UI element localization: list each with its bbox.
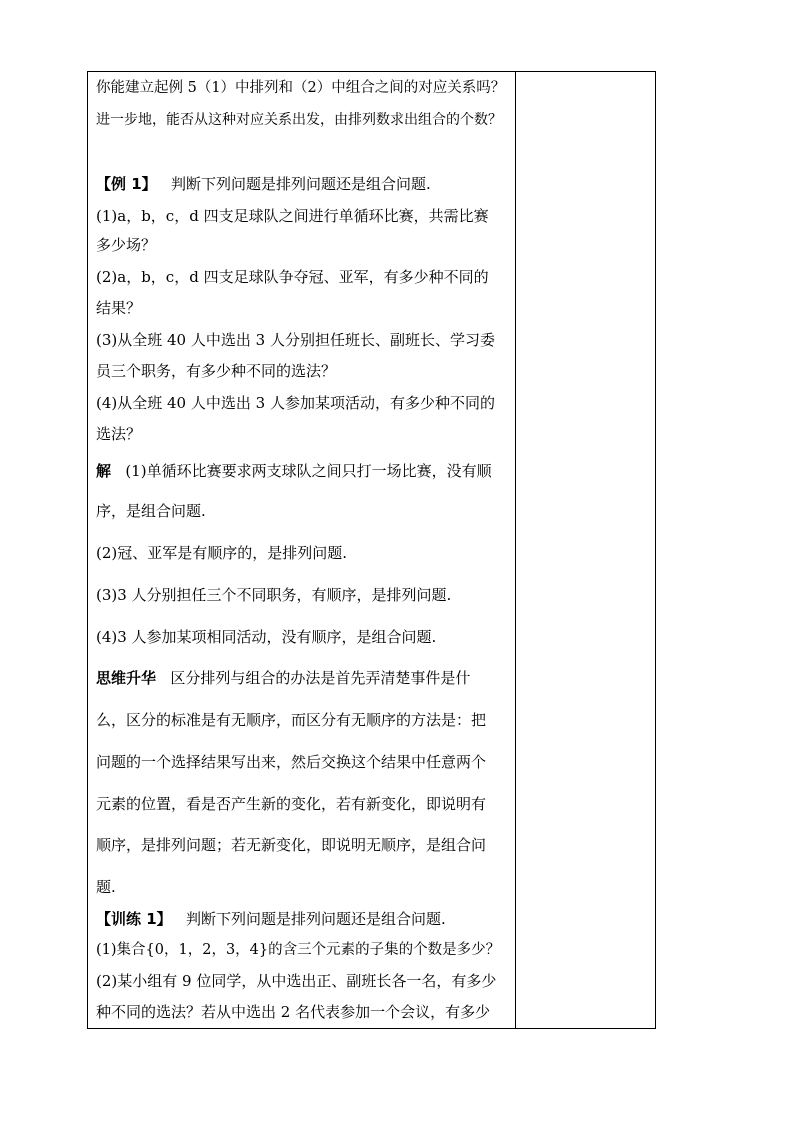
thinking-line-4: 元素的位置，看是否产生新的变化，若有新变化，即说明有 <box>96 795 487 813</box>
content-table <box>87 71 656 1029</box>
training-1-q2-line-1: (2)某小组有 9 位同学，从中选出正、副班长各一名，有多少 <box>96 972 497 990</box>
example-1-q2-line-2: 结果？ <box>96 299 142 317</box>
solution-line-5: (4)3 人参加某项相同活动，没有顺序，是组合问题. <box>96 628 437 646</box>
thinking-line-6: 题. <box>96 878 116 896</box>
example-1-q1-line-1: (1)a，b，c，d 四支足球队之间进行单循环比赛，共需比赛 <box>96 207 489 225</box>
solution-line-2: 序，是组合问题. <box>96 502 206 520</box>
solution-line-1 <box>96 461 492 481</box>
example-1-q3-line-1: (3)从全班 40 人中选出 3 人分别担任班长、副班长、学习委 <box>96 331 495 349</box>
thinking-line-3: 问题的一个选择结果写出来，然后交换这个结果中任意两个 <box>96 753 487 771</box>
thinking-label: 思维升华 <box>96 669 157 687</box>
example-1-heading <box>96 174 431 194</box>
example-1-q2-line-1: (2)a，b，c，d 四支足球队争夺冠、亚军，有多少种不同的 <box>96 268 489 286</box>
training-1-q1: (1)集合{0，1，2，3，4}的含三个元素的子集的个数是多少？ <box>96 942 501 958</box>
thinking-line-1 <box>96 668 470 688</box>
training-1-heading <box>96 909 446 929</box>
thinking-line-5: 顺序，是排列问题；若无新变化，即说明无顺序，是组合问 <box>96 836 487 854</box>
solution-label: 解 <box>96 462 112 480</box>
training-1-q2-line-2: 种不同的选法？若从中选出 2 名代表参加一个会议，有多少 <box>96 1003 491 1021</box>
solution-text-1: (1)单循环比赛要求两支球队之间只打一场比赛，没有顺 <box>125 462 492 480</box>
example-1-q3-line-2: 员三个职务，有多少种不同的选法？ <box>96 362 337 380</box>
thinking-line-2: 么，区分的标准是有无顺序，而区分有无顺序的方法是：把 <box>96 711 487 729</box>
solution-line-3: (2)冠、亚军是有顺序的，是排列问题. <box>96 544 348 562</box>
solution-line-4: (3)3 人分别担任三个不同职务，有顺序，是排列问题. <box>96 586 452 604</box>
example-1-q1-line-2: 多少场？ <box>96 236 157 254</box>
training-1-prompt: 判断下列问题是排列问题还是组合问题. <box>185 910 446 928</box>
example-1-q4-line-1: (4)从全班 40 人中选出 3 人参加某项活动，有多少种不同的 <box>96 394 495 412</box>
intro-line-2: 进一步地，能否从这种对应关系出发，由排列数求出组合的个数？ <box>96 112 502 128</box>
intro-line-1: 你能建立起例 5（1）中排列和（2）中组合之间的对应关系吗？ <box>96 80 506 96</box>
training-1-label: 【训练 1】 <box>96 910 172 928</box>
example-1-label: 【例 1】 <box>96 175 157 193</box>
thinking-text-1: 区分排列与组合的办法是首先弄清楚事件是什 <box>170 669 471 687</box>
example-1-prompt: 判断下列问题是排列问题还是组合问题. <box>170 175 431 193</box>
example-1-q4-line-2: 选法？ <box>96 425 142 443</box>
column-divider <box>515 72 516 1028</box>
